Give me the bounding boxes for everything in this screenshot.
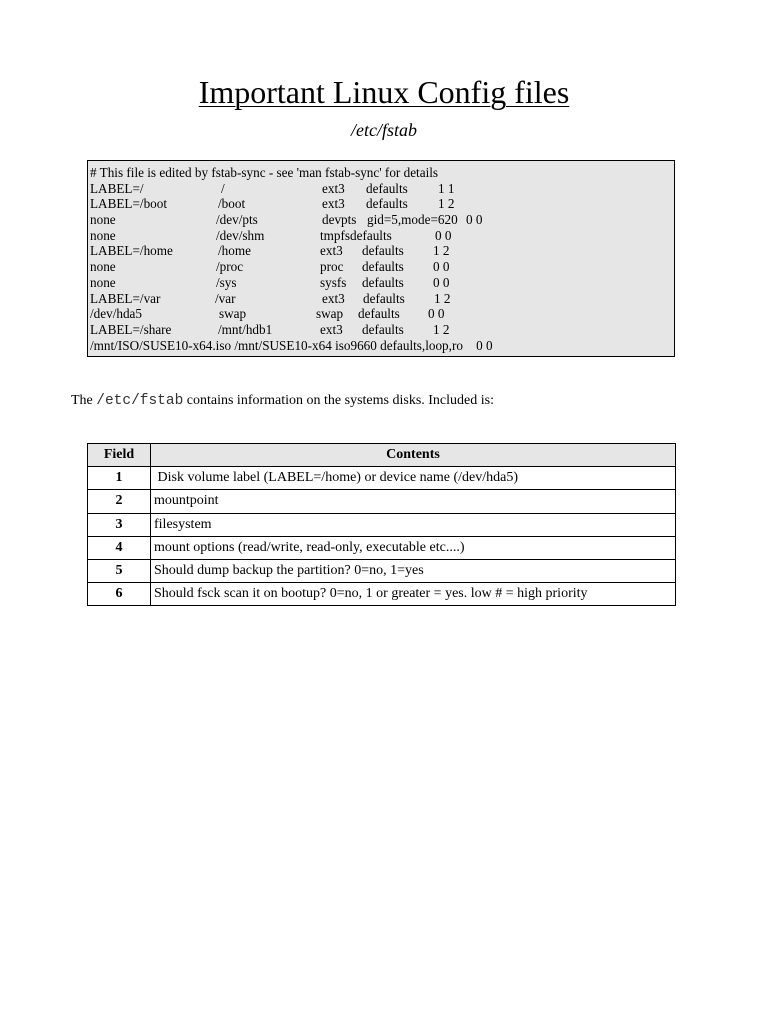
field-contents: Should fsck scan it on bootup? 0=no, 1 or greater = yes. low # = high priority xyxy=(151,583,676,606)
code-cell: / xyxy=(221,180,225,196)
code-cell: 1 2 xyxy=(438,196,455,212)
code-cell: LABEL=/home xyxy=(90,243,173,259)
code-cell: defaults xyxy=(362,259,404,275)
field-number: 4 xyxy=(88,536,151,559)
code-cell: /boot xyxy=(218,196,246,212)
code-cell: LABEL=/var xyxy=(90,290,161,306)
code-cell: /dev/hda5 xyxy=(90,306,143,322)
code-header-line: # This file is edited by fstab-sync - see 'man fstab-sync' for details xyxy=(90,165,439,180)
table-row xyxy=(88,559,676,582)
code-cell: gid=5,mode=620 xyxy=(367,212,458,228)
code-line xyxy=(90,306,672,322)
code-line xyxy=(90,322,672,338)
code-cell: tmpfs xyxy=(320,227,351,243)
code-cell: defaults xyxy=(362,321,404,337)
table-row xyxy=(88,467,676,490)
table-header-row xyxy=(88,444,676,467)
code-cell: defaults xyxy=(362,243,404,259)
header-contents: Contents xyxy=(151,444,676,467)
code-line xyxy=(90,196,672,212)
code-cell: 0 0 xyxy=(466,212,483,228)
page-subtitle: /etc/fstab xyxy=(351,120,417,140)
code-cell: 1 2 xyxy=(433,321,450,337)
code-cell: none xyxy=(90,274,116,290)
field-contents: Disk volume label (LABEL=/home) or device name (/dev/hda5) xyxy=(151,467,676,490)
code-cell: ext3 xyxy=(322,196,345,212)
code-cell: 0 0 xyxy=(435,227,452,243)
code-cell: defaults xyxy=(363,290,405,306)
field-number: 3 xyxy=(88,513,151,536)
field-contents: Should dump backup the partition? 0=no, 1=yes xyxy=(151,559,676,582)
field-contents: mountpoint xyxy=(151,490,676,513)
code-line xyxy=(90,181,672,197)
code-cell: LABEL=/ xyxy=(90,180,144,196)
code-cell: ext3 xyxy=(322,180,345,196)
code-cell: /home xyxy=(218,243,251,259)
code-cell: ext3 xyxy=(322,290,345,306)
code-iso-line: /mnt/ISO/SUSE10-x64.iso /mnt/SUSE10-x64 iso9660 defaults,loop,ro 0 0 xyxy=(90,337,493,353)
code-cell: ext3 xyxy=(320,243,343,259)
code-cell: /var xyxy=(215,290,236,306)
code-line xyxy=(90,243,672,259)
code-cell: none xyxy=(90,259,116,275)
fstab-code-block xyxy=(87,160,675,357)
field-number: 1 xyxy=(88,467,151,490)
code-cell: proc xyxy=(320,259,344,275)
code-cell: 1 2 xyxy=(434,290,451,306)
header-field: Field xyxy=(88,444,151,467)
page-title: Important Linux Config files xyxy=(198,74,570,110)
code-cell: none xyxy=(90,212,116,228)
code-cell: ext3 xyxy=(320,321,343,337)
code-cell: defaults xyxy=(366,180,408,196)
code-cell: 0 0 xyxy=(433,259,450,275)
field-number: 5 xyxy=(88,559,151,582)
code-cell: /dev/pts xyxy=(216,212,258,228)
intro-paragraph xyxy=(71,392,494,410)
field-contents: mount options (read/write, read-only, executable etc....) xyxy=(151,536,676,559)
code-cell: 1 2 xyxy=(433,243,450,259)
code-line xyxy=(90,228,672,244)
field-contents: filesystem xyxy=(151,513,676,536)
code-cell: swap xyxy=(316,306,344,322)
code-cell: /sys xyxy=(216,274,237,290)
code-cell: /mnt/hdb1 xyxy=(218,321,273,337)
code-cell: sysfs xyxy=(320,274,347,290)
code-line xyxy=(90,259,672,275)
intro-text-before: The xyxy=(71,393,97,408)
table-row xyxy=(88,513,676,536)
code-line xyxy=(90,212,672,228)
code-cell: 0 0 xyxy=(433,274,450,290)
code-cell: 1 1 xyxy=(438,180,455,196)
code-cell: /dev/shm xyxy=(216,227,265,243)
intro-path-code: /etc/fstab xyxy=(96,393,184,409)
table-row xyxy=(88,583,676,606)
code-cell: defaults xyxy=(350,227,392,243)
intro-text-after: contains information on the systems disks. Included is: xyxy=(183,393,494,408)
table-row xyxy=(88,490,676,513)
fstab-fields-table xyxy=(87,443,676,606)
code-cell: LABEL=/share xyxy=(90,321,172,337)
code-line xyxy=(90,291,672,307)
code-cell: 0 0 xyxy=(428,306,445,322)
code-cell: none xyxy=(90,227,116,243)
code-cell: /proc xyxy=(216,259,244,275)
code-cell: LABEL=/boot xyxy=(90,196,168,212)
code-line xyxy=(90,275,672,291)
field-number: 6 xyxy=(88,583,151,606)
code-cell: swap xyxy=(219,306,247,322)
code-cell: devpts xyxy=(322,212,357,228)
table-row xyxy=(88,536,676,559)
code-cell: defaults xyxy=(366,196,408,212)
code-cell: defaults xyxy=(362,274,404,290)
field-number: 2 xyxy=(88,490,151,513)
code-cell: defaults xyxy=(358,306,400,322)
